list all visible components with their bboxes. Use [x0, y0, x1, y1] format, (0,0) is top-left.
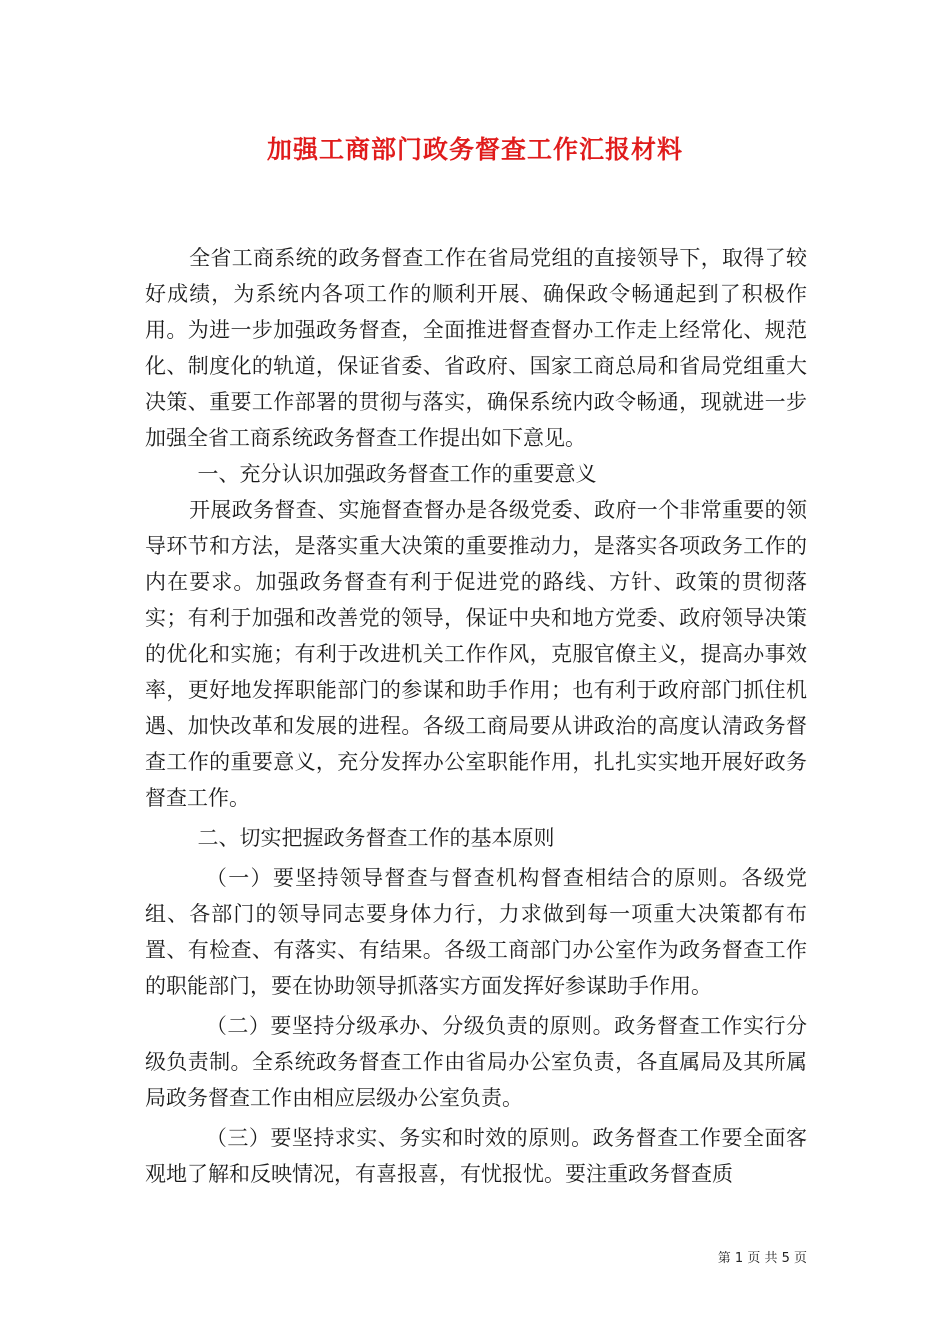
paragraph-principle-2: （二）要坚持分级承办、分级负责的原则。政务督查工作实行分级负责制。全系统政务督查工作由省局办公室负责，各直属局及其所属局政务督查工作由相应层级办公室负责。 — [145, 1014, 807, 1110]
page-number-footer: 第 1 页 共 5 页 — [717, 1251, 807, 1266]
paragraph-significance: 开展政务督查、实施督查督办是各级党委、政府一个非常重要的领导环节和方法，是落实重大决策的重要推动力，是落实各项政务工作的内在要求。加强政务督查有利于促进党的路线、方针、政策的贯彻落实；有利于加强和改善党的领导，保证中央和地方党委、政府领导决策的优化和实施；有利于改进机关工作作风，克服官僚主义，提高办事效率，更好地发挥职能部门的参谋和助手作用；也有利于政府部门抓住机遇、加快改革和发展的进程。各级工商局要从讲政治的高度认清政务督查工作的重要意义，充分发挥办公室职能作用，扎扎实实地开展好政务督查工作。 — [145, 498, 807, 810]
section-heading-2: 二、切实把握政务督查工作的基本原则 — [197, 826, 555, 850]
paragraph-intro: 全省工商系统的政务督查工作在省局党组的直接领导下，取得了较好成绩，为系统内各项工作的顺利开展、确保政令畅通起到了积极作用。为进一步加强政务督查，全面推进督查督办工作走上经常化、规范化、制度化的轨道，保证省委、省政府、国家工商总局和省局党组重大决策、重要工作部署的贯彻与落实，确保系统内政令畅通，现就进一步加强全省工商系统政务督查工作提出如下意见。 — [145, 246, 807, 450]
document-title: 加强工商部门政务督查工作汇报材料 — [266, 135, 683, 164]
section-heading-1: 一、充分认识加强政务督查工作的重要意义 — [197, 462, 597, 486]
document-body — [145, 240, 807, 1192]
paragraph-principle-1: （一）要坚持领导督查与督查机构督查相结合的原则。各级党组、各部门的领导同志要身体力行，力求做到每一项重大决策都有布置、有检查、有落实、有结果。各级工商部门办公室作为政务督查工作的职能部门，要在协助领导抓落实方面发挥好参谋助手作用。 — [145, 866, 807, 998]
paragraph-principle-3: （三）要坚持求实、务实和时效的原则。政务督查工作要全面客观地了解和反映情况，有喜报喜，有忧报忧。要注重政务督查质 — [145, 1126, 807, 1186]
